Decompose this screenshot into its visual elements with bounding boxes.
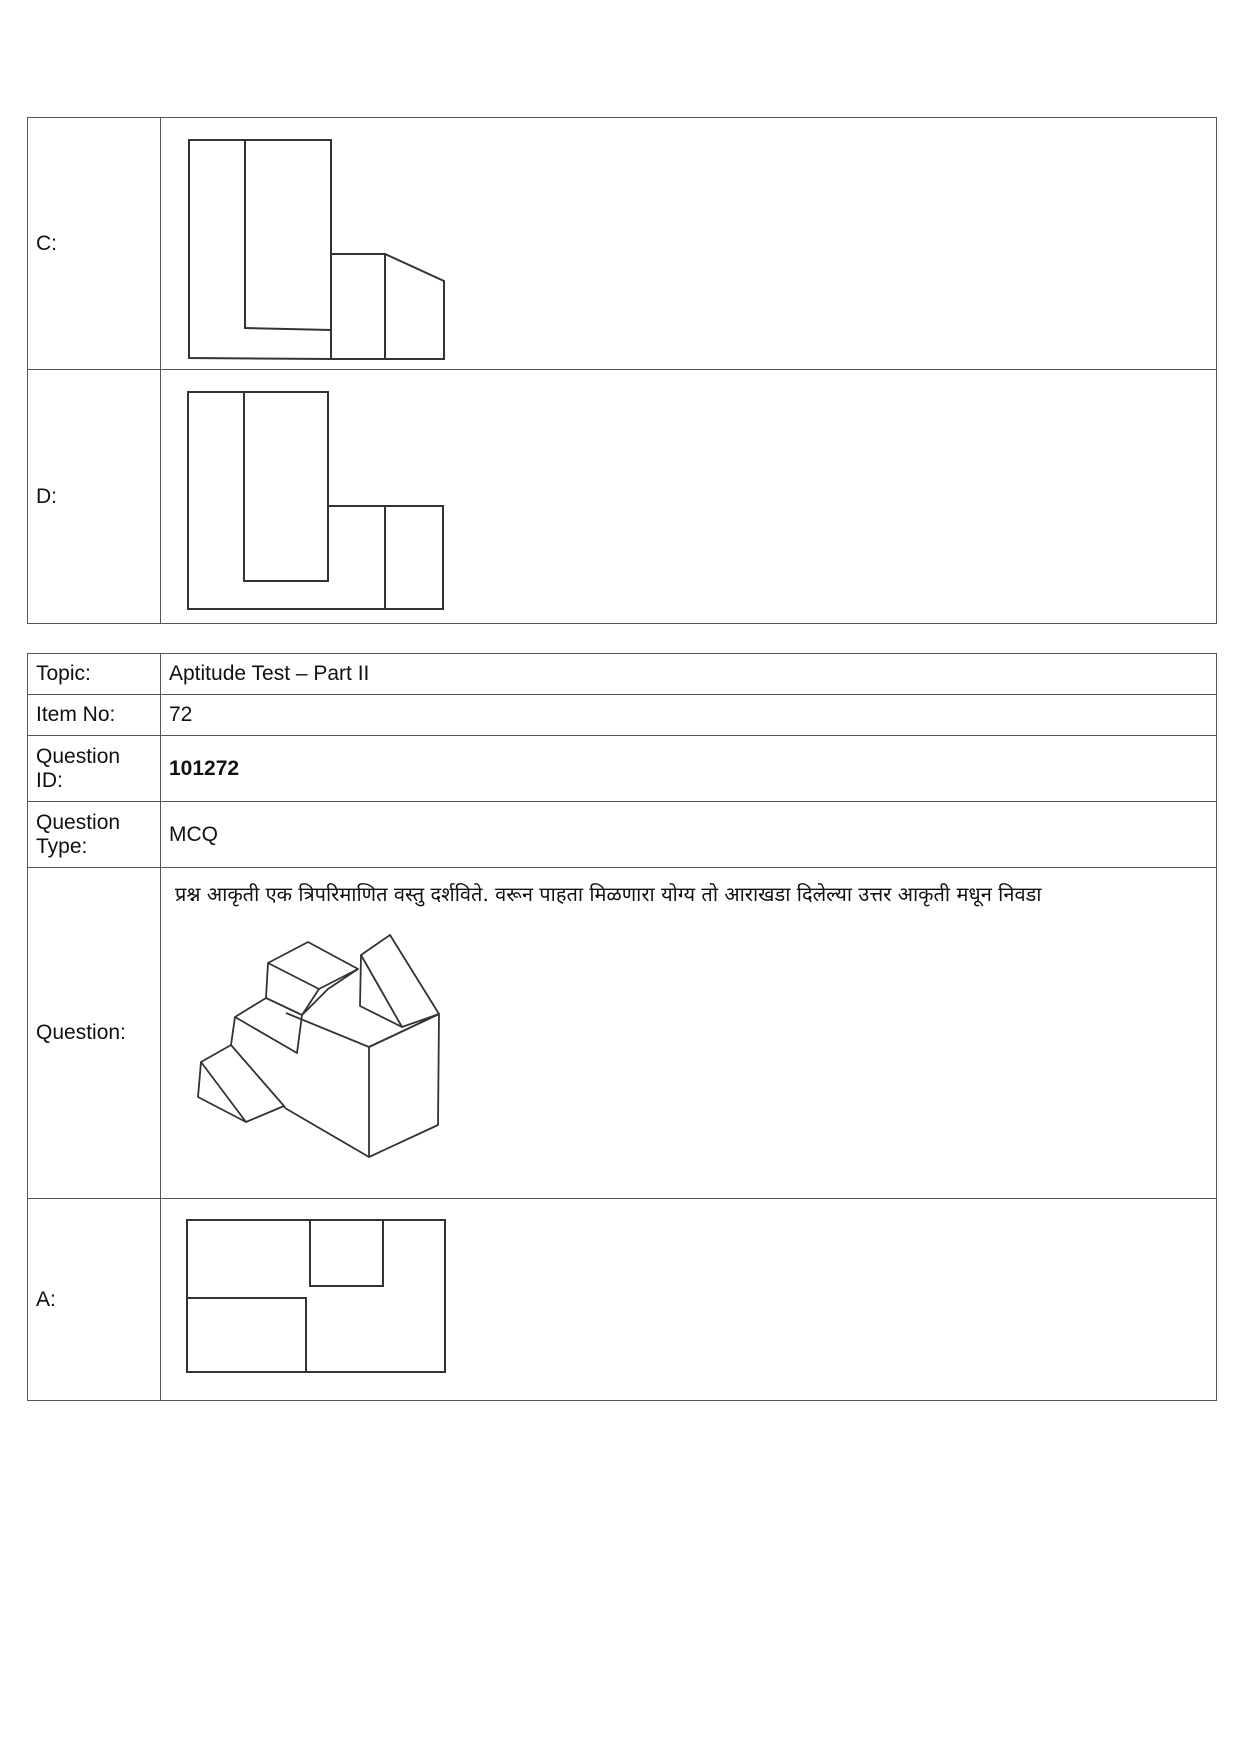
question-text: प्रश्न आकृती एक त्रिपरिमाणित वस्तु दर्शविते. वरून पाहता मिळणारा योग्य तो आराखडा दिलेल्या उत्तर आकृती मधून निवडा [175, 882, 1042, 906]
question-label: Question: [28, 868, 161, 1199]
topic-value: Aptitude Test – Part II [161, 654, 1217, 695]
option-row-c [28, 118, 1217, 370]
question-type-row [28, 802, 1217, 868]
item-no-label: Item No: [28, 695, 161, 736]
question-type-value: MCQ [161, 802, 1217, 868]
question-isometric-figure [169, 907, 469, 1177]
option-d-figure-cell [161, 370, 1217, 624]
question-row [28, 868, 1217, 1199]
option-a-figure [169, 1210, 469, 1390]
option-a-label: A: [28, 1199, 161, 1401]
topic-row [28, 654, 1217, 695]
option-d-label: D: [28, 370, 161, 624]
option-c-figure [169, 123, 469, 365]
question-id-value: 101272 [161, 736, 1217, 802]
question-table [27, 653, 1217, 1401]
item-no-row [28, 695, 1217, 736]
question-content-cell [161, 868, 1217, 1199]
option-row-d [28, 370, 1217, 624]
question-id-row [28, 736, 1217, 802]
topic-label: Topic: [28, 654, 161, 695]
option-d-figure [169, 377, 469, 617]
option-a-figure-cell [161, 1199, 1217, 1401]
option-c-label: C: [28, 118, 161, 370]
item-no-value: 72 [161, 695, 1217, 736]
options-table-top [27, 117, 1217, 624]
question-id-label: Question ID: [28, 736, 161, 802]
option-c-figure-cell [161, 118, 1217, 370]
option-row-a [28, 1199, 1217, 1401]
question-type-label: Question Type: [28, 802, 161, 868]
